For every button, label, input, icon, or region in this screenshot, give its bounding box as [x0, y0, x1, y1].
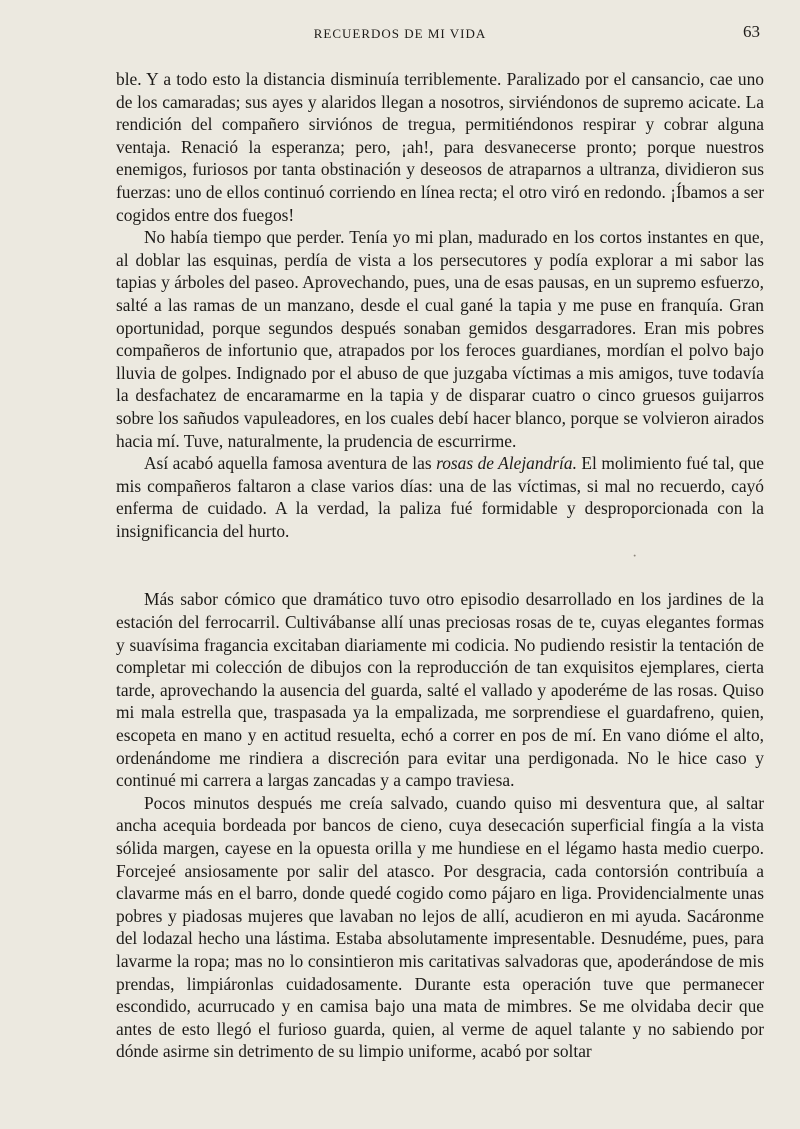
text-span: Así acabó aquella famosa aventura de las [144, 453, 437, 474]
section-break [116, 542, 764, 588]
section-divider-mark: · [632, 548, 638, 566]
text-span: El molimiento fué tal, que mis compañeros faltaron a clase varios días: una de las víctimas, si mal no recuerdo, cayó enferma de cuidado. A la verdad, la paliza fué formidable y desproporcionada con la insignificancia del hurto. [116, 453, 764, 541]
page-header [0, 22, 800, 44]
paragraph: Más sabor cómico que dramático tuvo otro episodio desarrollado en los jardines de la estación del ferrocarril. Cultivábanse allí unas preciosas rosas de te, cuyas elegantes formas y suavísima fragancia excitaban diariamente mi codicia. No pudiendo resistir la tentación de completar mi colección de dibujos con la reproducción de tan exquisitos ejemplares, cierta tarde, aprovechando la ausencia del guarda, salté el vallado y apoderéme de las rosas. Quiso mi mala estrella que, traspasada ya la empalizada, me sorprendiese el guardafreno, quien, escopeta en mano y en actitud resuelta, echó a correr en pos de mí. En vano dióme el alto, ordenándome me rindiera a discreción para evitar una perdigonada. No le hice caso y continué mi carrera a largas zancadas y a campo traviesa. [116, 589, 764, 791]
body-text [116, 68, 764, 1063]
paragraph [116, 452, 764, 542]
paragraph: Pocos minutos después me creía salvado, cuando quiso mi desventura que, al saltar ancha acequia bordeada por bancos de cieno, cuya desecación superficial fingía a la vista sólida margen, cayese en la opuesta orilla y me hundiese en el légamo hasta medio cuerpo. Forcejeé ansiosamente por salir del atasco. Por desgracia, cada contorsión contribuía a clavarme más en el barro, donde quedé cogido como pájaro en liga. Providencialmente unas pobres y piadosas mujeres que lavaban no lejos de allí, acudieron en mi ayuda. Sacáronme del lodazal hecho una lástima. Estaba absolutamente impresentable. Desnudéme, pues, para lavarme la ropa; mas no lo consintieron mis caritativas salvadoras que, apoderándose de mis prendas, limpiáronlas cuidadosamente. Durante esta operación tuve que permanecer escondido, acurrucado y en camisa bajo una mata de mimbres. Se me olvidaba decir que antes de esto llegó el furioso guarda, quien, al verme de aquel talante y no sabiendo por dónde asirme sin detrimento de su limpio uniforme, acabó por soltar [116, 792, 764, 1062]
paragraph: No había tiempo que perder. Tenía yo mi plan, madurado en los cortos instantes en que, al doblar las esquinas, perdía de vista a los persecutores y podía explorar a mi sabor las tapias y árboles del paseo. Aprovechando, pues, una de esas pausas, en un supremo esfuerzo, salté a las ramas de un manzano, desde el cual gané la tapia y me puse en franquía. Gran oportunidad, porque segundos después sonaban gemidos desgarradores. Eran mis pobres compañeros de infortunio que, atrapados por los feroces guardianes, mordían el polvo bajo lluvia de golpes. Indignado por el abuso de que juzgaba víctimas a mis amigos, tuve todavía la desfachatez de encaramarme en la tapia y de disparar cuatro o cinco gruesos guijarros sobre los sañudos vapuleadores, en los cuales debí hacer blanco, porque se volvieron airados hacia mí. Tuve, naturalmente, la prudencia de escurrirme. [116, 227, 764, 451]
italic-title: rosas de Alejandría. [436, 453, 577, 474]
running-title: RECUERDOS DE MI VIDA [313, 26, 487, 41]
page-number: 63 [743, 22, 760, 41]
paragraph: ble. Y a todo esto la distancia disminuía terriblemente. Paralizado por el cansancio, cae uno de los camaradas; sus ayes y alaridos llegan a nosotros, sirviéndonos de supremo acicate. La rendición del compañero sirviónos de tregua, permitiéndonos respirar y cobrar alguna ventaja. Renació la esperanza; pero, ¡ah!, para desvanecerse pronto; porque nuestros enemigos, furiosos por tanta obstinación y deseosos de atraparnos a ultranza, dividieron sus fuerzas: uno de ellos continuó corriendo en línea recta; el otro viró en redondo. ¡Íbamos a ser cogidos entre dos fuegos! [116, 69, 764, 225]
